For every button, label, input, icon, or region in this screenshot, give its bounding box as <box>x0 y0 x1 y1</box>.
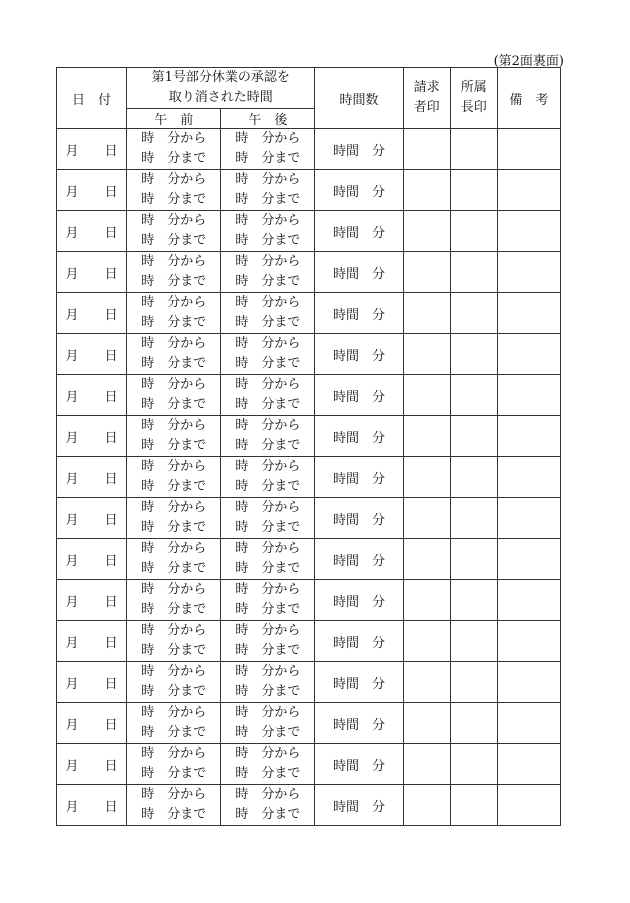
date-cell[interactable]: 月 日 <box>57 703 127 744</box>
pm-time-cell[interactable]: 時 分から 時 分まで <box>221 498 315 539</box>
notes-cell[interactable] <box>497 703 560 744</box>
header-date: 日 付 <box>57 68 127 129</box>
requester-seal-cell[interactable] <box>403 416 450 457</box>
am-time-cell[interactable]: 時 分から 時 分まで <box>127 416 221 457</box>
requester-seal-cell[interactable] <box>403 785 450 826</box>
notes-cell[interactable] <box>497 498 560 539</box>
am-time-cell[interactable]: 時 分から 時 分まで <box>127 457 221 498</box>
notes-cell[interactable] <box>497 293 560 334</box>
am-time-cell[interactable]: 時 分から 時 分まで <box>127 744 221 785</box>
hours-cell[interactable]: 時間 分 <box>315 129 403 170</box>
requester-seal-cell[interactable] <box>403 129 450 170</box>
chief-seal-cell[interactable] <box>450 785 497 826</box>
notes-cell[interactable] <box>497 252 560 293</box>
table-row <box>57 744 561 785</box>
hours-cell[interactable]: 時間 分 <box>315 170 403 211</box>
notes-cell[interactable] <box>497 457 560 498</box>
chief-seal-cell[interactable] <box>450 457 497 498</box>
am-time-cell[interactable]: 時 分から 時 分まで <box>127 785 221 826</box>
date-cell[interactable]: 月 日 <box>57 621 127 662</box>
notes-cell[interactable] <box>497 170 560 211</box>
notes-cell[interactable] <box>497 129 560 170</box>
hours-cell[interactable]: 時間 分 <box>315 744 403 785</box>
table-row <box>57 703 561 744</box>
table-row <box>57 375 561 416</box>
am-time-cell[interactable]: 時 分から 時 分まで <box>127 170 221 211</box>
hours-cell[interactable]: 時間 分 <box>315 539 403 580</box>
pm-time-cell[interactable]: 時 分から 時 分まで <box>221 129 315 170</box>
chief-seal-cell[interactable] <box>450 211 497 252</box>
header-chief-seal: 所属 長印 <box>450 68 497 129</box>
hours-cell[interactable]: 時間 分 <box>315 498 403 539</box>
notes-cell[interactable] <box>497 375 560 416</box>
requester-seal-cell[interactable] <box>403 375 450 416</box>
am-time-cell[interactable]: 時 分から 時 分まで <box>127 252 221 293</box>
requester-seal-cell[interactable] <box>403 662 450 703</box>
notes-cell[interactable] <box>497 621 560 662</box>
date-cell[interactable]: 月 日 <box>57 580 127 621</box>
requester-seal-cell[interactable] <box>403 293 450 334</box>
requester-seal-cell[interactable] <box>403 334 450 375</box>
hours-cell[interactable]: 時間 分 <box>315 703 403 744</box>
date-cell[interactable]: 月 日 <box>57 416 127 457</box>
notes-cell[interactable] <box>497 580 560 621</box>
am-time-cell[interactable]: 時 分から 時 分まで <box>127 703 221 744</box>
chief-seal-cell[interactable] <box>450 703 497 744</box>
table-row <box>57 457 561 498</box>
pm-time-cell[interactable]: 時 分から 時 分まで <box>221 375 315 416</box>
table-row <box>57 662 561 703</box>
pm-time-cell[interactable]: 時 分から 時 分まで <box>221 703 315 744</box>
chief-seal-cell[interactable] <box>450 334 497 375</box>
hours-cell[interactable]: 時間 分 <box>315 211 403 252</box>
chief-seal-cell[interactable] <box>450 375 497 416</box>
hours-cell[interactable]: 時間 分 <box>315 334 403 375</box>
date-cell[interactable]: 月 日 <box>57 457 127 498</box>
pm-time-cell[interactable]: 時 分から 時 分まで <box>221 170 315 211</box>
chief-seal-cell[interactable] <box>450 580 497 621</box>
am-time-cell[interactable]: 時 分から 時 分まで <box>127 498 221 539</box>
am-time-cell[interactable]: 時 分から 時 分まで <box>127 580 221 621</box>
pm-time-cell[interactable]: 時 分から 時 分まで <box>221 621 315 662</box>
requester-seal-cell[interactable] <box>403 621 450 662</box>
pm-time-cell[interactable]: 時 分から 時 分まで <box>221 211 315 252</box>
chief-seal-cell[interactable] <box>450 416 497 457</box>
notes-cell[interactable] <box>497 334 560 375</box>
hours-cell[interactable]: 時間 分 <box>315 621 403 662</box>
header-requester-seal: 請求 者印 <box>403 68 450 129</box>
date-cell[interactable]: 月 日 <box>57 293 127 334</box>
am-time-cell[interactable]: 時 分から 時 分まで <box>127 621 221 662</box>
table-row <box>57 785 561 826</box>
am-time-cell[interactable]: 時 分から 時 分まで <box>127 211 221 252</box>
hours-cell[interactable]: 時間 分 <box>315 416 403 457</box>
hours-cell[interactable]: 時間 分 <box>315 785 403 826</box>
hours-cell[interactable]: 時間 分 <box>315 293 403 334</box>
pm-time-cell[interactable]: 時 分から 時 分まで <box>221 744 315 785</box>
am-time-cell[interactable]: 時 分から 時 分まで <box>127 662 221 703</box>
table-row <box>57 252 561 293</box>
am-time-cell[interactable]: 時 分から 時 分まで <box>127 129 221 170</box>
pm-time-cell[interactable]: 時 分から 時 分まで <box>221 785 315 826</box>
header-approval-title: 第1号部分休業の承認を 取り消された時間 <box>127 68 315 109</box>
table-row <box>57 211 561 252</box>
table-row <box>57 539 561 580</box>
pm-time-cell[interactable]: 時 分から 時 分まで <box>221 293 315 334</box>
table-row <box>57 170 561 211</box>
date-cell[interactable]: 月 日 <box>57 170 127 211</box>
date-cell[interactable]: 月 日 <box>57 252 127 293</box>
notes-cell[interactable] <box>497 744 560 785</box>
chief-seal-cell[interactable] <box>450 293 497 334</box>
requester-seal-cell[interactable] <box>403 252 450 293</box>
table-row <box>57 334 561 375</box>
pm-time-cell[interactable]: 時 分から 時 分まで <box>221 580 315 621</box>
table-row <box>57 129 561 170</box>
date-cell[interactable]: 月 日 <box>57 211 127 252</box>
am-time-cell[interactable]: 時 分から 時 分まで <box>127 293 221 334</box>
chief-seal-cell[interactable] <box>450 621 497 662</box>
pm-time-cell[interactable]: 時 分から 時 分まで <box>221 252 315 293</box>
table-row <box>57 293 561 334</box>
chief-seal-cell[interactable] <box>450 498 497 539</box>
requester-seal-cell[interactable] <box>403 170 450 211</box>
requester-seal-cell[interactable] <box>403 703 450 744</box>
notes-cell[interactable] <box>497 211 560 252</box>
notes-cell[interactable] <box>497 539 560 580</box>
date-cell[interactable]: 月 日 <box>57 744 127 785</box>
table-row <box>57 416 561 457</box>
hours-cell[interactable]: 時間 分 <box>315 580 403 621</box>
requester-seal-cell[interactable] <box>403 580 450 621</box>
header-am: 午 前 <box>127 109 221 129</box>
notes-cell[interactable] <box>497 416 560 457</box>
pm-time-cell[interactable]: 時 分から 時 分まで <box>221 334 315 375</box>
table-row <box>57 621 561 662</box>
page-label: (第2面裏面) <box>493 54 564 69</box>
hours-cell[interactable]: 時間 分 <box>315 662 403 703</box>
date-cell[interactable]: 月 日 <box>57 334 127 375</box>
requester-seal-cell[interactable] <box>403 539 450 580</box>
am-time-cell[interactable]: 時 分から 時 分まで <box>127 375 221 416</box>
chief-seal-cell[interactable] <box>450 252 497 293</box>
pm-time-cell[interactable]: 時 分から 時 分まで <box>221 416 315 457</box>
hours-cell[interactable]: 時間 分 <box>315 375 403 416</box>
am-time-cell[interactable]: 時 分から 時 分まで <box>127 334 221 375</box>
chief-seal-cell[interactable] <box>450 129 497 170</box>
chief-seal-cell[interactable] <box>450 170 497 211</box>
table-row <box>57 498 561 539</box>
header-notes: 備 考 <box>497 68 560 129</box>
date-cell[interactable]: 月 日 <box>57 129 127 170</box>
pm-time-cell[interactable]: 時 分から 時 分まで <box>221 457 315 498</box>
pm-time-cell[interactable]: 時 分から 時 分まで <box>221 662 315 703</box>
date-cell[interactable]: 月 日 <box>57 375 127 416</box>
requester-seal-cell[interactable] <box>403 211 450 252</box>
pm-time-cell[interactable]: 時 分から 時 分まで <box>221 539 315 580</box>
hours-cell[interactable]: 時間 分 <box>315 457 403 498</box>
notes-cell[interactable] <box>497 662 560 703</box>
hours-cell[interactable]: 時間 分 <box>315 252 403 293</box>
notes-cell[interactable] <box>497 785 560 826</box>
date-cell[interactable]: 月 日 <box>57 539 127 580</box>
table-row <box>57 580 561 621</box>
chief-seal-cell[interactable] <box>450 744 497 785</box>
header-hours: 時間数 <box>315 68 403 129</box>
requester-seal-cell[interactable] <box>403 457 450 498</box>
chief-seal-cell[interactable] <box>450 539 497 580</box>
am-time-cell[interactable]: 時 分から 時 分まで <box>127 539 221 580</box>
requester-seal-cell[interactable] <box>403 498 450 539</box>
partial-leave-cancellation-table <box>56 67 561 826</box>
date-cell[interactable]: 月 日 <box>57 785 127 826</box>
date-cell[interactable]: 月 日 <box>57 498 127 539</box>
requester-seal-cell[interactable] <box>403 744 450 785</box>
date-cell[interactable]: 月 日 <box>57 662 127 703</box>
header-pm: 午 後 <box>221 109 315 129</box>
chief-seal-cell[interactable] <box>450 662 497 703</box>
